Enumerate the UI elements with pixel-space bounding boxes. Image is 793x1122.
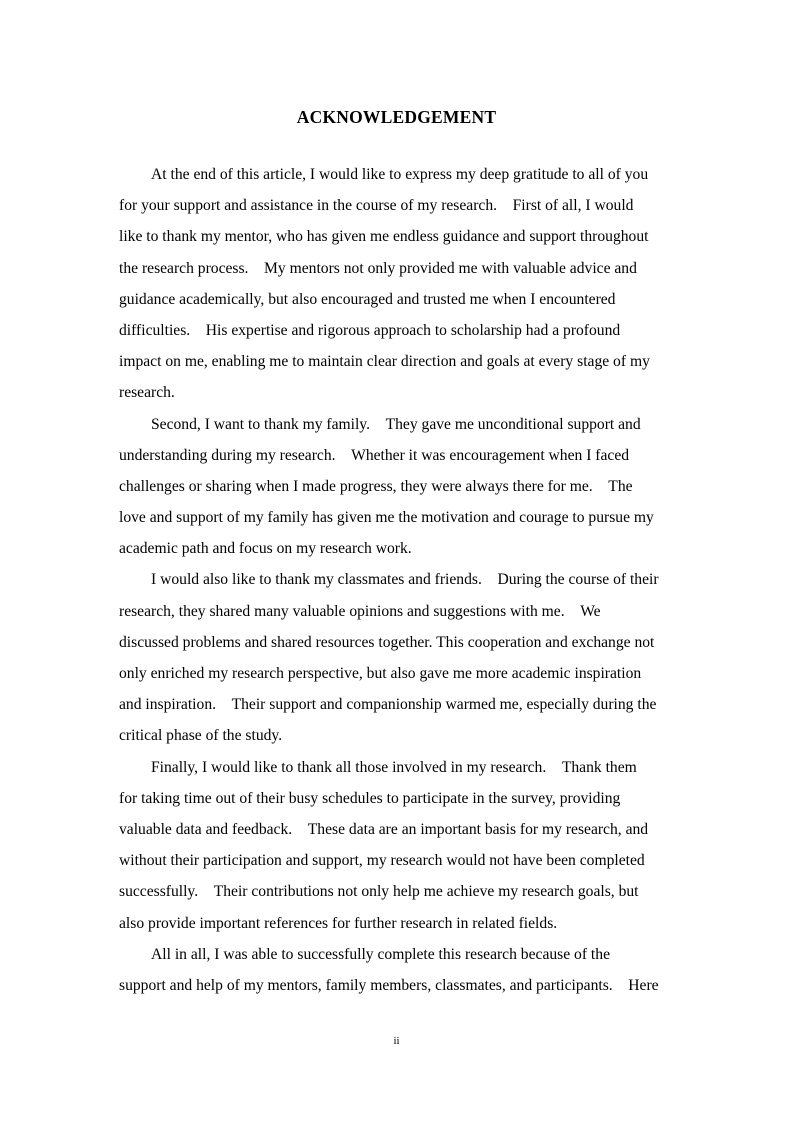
text-line: research, they shared many valuable opinions and suggestions with me. We	[119, 602, 601, 620]
text-line: I would also like to thank my classmates and friends. During the course of their	[151, 571, 659, 589]
page-title: ACKNOWLEDGEMENT	[296, 107, 497, 127]
text-line: for taking time out of their busy schedules to participate in the survey, providing	[119, 789, 621, 807]
text-line: discussed problems and shared resources together. This cooperation and exchange not	[119, 633, 655, 651]
text-line: Second, I want to thank my family. They gave me unconditional support and	[151, 415, 641, 433]
text-line: understanding during my research. Whether it was encouragement when I faced	[119, 446, 630, 464]
text-line: difficulties. His expertise and rigorous approach to scholarship had a profound	[119, 321, 621, 339]
text-line: challenges or sharing when I made progress, they were always there for me. The	[119, 477, 633, 495]
text-line: academic path and focus on my research work.	[119, 540, 412, 558]
text-line: At the end of this article, I would like to express my deep gratitude to all of you	[151, 166, 649, 183]
text-line: like to thank my mentor, who has given me endless guidance and support throughout	[119, 228, 649, 246]
text-line: critical phase of the study.	[119, 727, 283, 745]
body-text	[119, 159, 673, 1001]
text-line: only enriched my research perspective, but also gave me more academic inspiration	[119, 665, 642, 682]
text-line: for your support and assistance in the course of my research. First of all, I would	[119, 197, 634, 215]
text-line: without their participation and support, my research would not have been completed	[119, 852, 645, 870]
text-line: Finally, I would like to thank all those involved in my research. Thank them	[151, 758, 637, 776]
page-number: ii	[393, 1035, 400, 1047]
text-line: support and help of my mentors, family members, classmates, and participants. Here	[119, 976, 659, 994]
text-line: valuable data and feedback. These data are an important basis for my research, and	[119, 820, 649, 838]
text-line: successfully. Their contributions not only help me achieve my research goals, but	[119, 883, 639, 901]
text-line: guidance academically, but also encouraged and trusted me when I encountered	[119, 290, 616, 308]
text-line: love and support of my family has given me the motivation and courage to pursue my	[119, 509, 654, 527]
text-line: the research process. My mentors not only provided me with valuable advice and	[119, 259, 637, 277]
text-line: All in all, I was able to successfully complete this research because of the	[151, 945, 610, 963]
text-line: impact on me, enabling me to maintain clear direction and goals at every stage of my	[119, 353, 650, 371]
text-line: and inspiration. Their support and companionship warmed me, especially during the	[119, 696, 657, 714]
text-line: also provide important references for further research in related fields.	[119, 914, 558, 932]
text-line: research.	[119, 384, 175, 402]
